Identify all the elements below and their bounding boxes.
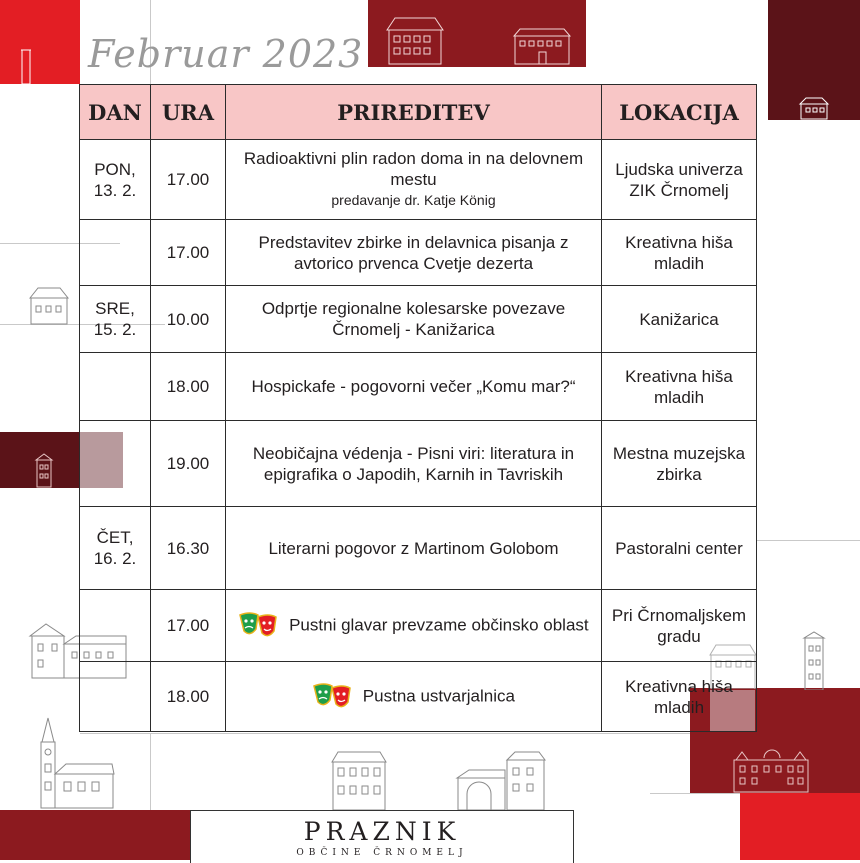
event-cell: Predstavitev zbirke in delavnica pisanja z avtorico prvenca Cvetje dezerta	[226, 220, 602, 286]
event-cell	[226, 140, 602, 220]
location-cell: Kreativna hiša mladih	[602, 353, 757, 421]
location-cell: Mestna muzejska zbirka	[602, 421, 757, 507]
deco-block-top-left-red	[0, 0, 80, 84]
deco-block-bottom-left-dark	[0, 810, 190, 860]
event-cell: Odprtje regionalne kolesarske povezave Črnomelj - Kanižarica	[226, 286, 602, 353]
location-cell: Pri Črnomaljskem gradu	[602, 590, 757, 662]
time-cell: 10.00	[151, 286, 226, 353]
time-cell: 17.00	[151, 590, 226, 662]
footer-brand	[190, 810, 574, 863]
day-cell	[80, 662, 151, 732]
column-header-day: DAN	[80, 85, 151, 140]
location-cell: Kreativna hiša mladih	[602, 220, 757, 286]
manor-building-icon	[512, 26, 572, 66]
location-cell: Pastoralni center	[602, 507, 757, 590]
table-header-row	[80, 85, 757, 140]
day-cell	[80, 421, 151, 507]
event-title: Pustna ustvarjalnica	[362, 685, 515, 705]
time-cell: 18.00	[151, 662, 226, 732]
event-cell: Literarni pogovor z Martinom Golobom	[226, 507, 602, 590]
tower-small-icon	[34, 452, 54, 488]
location-cell: Kreativna hiša mladih	[602, 662, 757, 732]
chimney-icon	[20, 46, 32, 84]
brand-subtitle: OBČINE ČRNOMELJ	[296, 848, 468, 858]
day-cell: SRE, 15. 2.	[80, 286, 151, 353]
event-schedule-table	[79, 84, 757, 732]
location-cell: Ljudska univerza ZIK Črnomelj	[602, 140, 757, 220]
small-house-icon	[798, 96, 830, 120]
event-cell: Neobičajna védenja - Pisni viri: literatura in epigrafika o Japodih, Karnih in Tavriskih	[226, 421, 602, 507]
deco-line	[650, 793, 740, 794]
table-row	[80, 507, 757, 590]
town-hall-building-icon	[385, 14, 445, 66]
deco-line	[756, 540, 860, 541]
table-row	[80, 140, 757, 220]
time-cell: 19.00	[151, 421, 226, 507]
table-row	[80, 220, 757, 286]
event-cell: Hospickafe - pogovorni večer „Komu mar?“	[226, 353, 602, 421]
column-header-event: PRIREDITEV	[226, 85, 602, 140]
time-cell: 18.00	[151, 353, 226, 421]
event-title: Radioaktivni plin radon doma in na delovnem mestu	[243, 149, 584, 189]
time-cell: 17.00	[151, 140, 226, 220]
table-row	[80, 353, 757, 421]
brand-name: PRAZNIK	[303, 817, 461, 846]
day-cell: ČET, 16. 2.	[80, 507, 151, 590]
column-header-time: URA	[151, 85, 226, 140]
theater-masks-icon	[238, 609, 278, 643]
deco-line	[150, 733, 151, 810]
table-row	[80, 590, 757, 662]
day-cell	[80, 353, 151, 421]
house-left-icon	[28, 286, 70, 326]
table-row	[80, 286, 757, 353]
page-title: Februar 2023	[88, 32, 364, 76]
event-note: predavanje dr. Katje König	[331, 192, 496, 208]
tower-right-icon	[800, 630, 828, 690]
event-cell	[226, 590, 602, 662]
column-header-location: LOKACIJA	[602, 85, 757, 140]
time-cell: 16.30	[151, 507, 226, 590]
deco-line	[80, 733, 690, 734]
table-row	[80, 421, 757, 507]
theater-masks-icon	[312, 680, 352, 714]
day-cell	[80, 220, 151, 286]
event-cell	[226, 662, 602, 732]
day-cell	[80, 590, 151, 662]
event-title: Pustni glavar prevzame občinsko oblast	[289, 614, 589, 634]
table-row	[80, 662, 757, 732]
time-cell: 17.00	[151, 220, 226, 286]
palace-right-icon	[732, 748, 810, 794]
castle-center-icon	[330, 750, 388, 810]
location-cell: Kanižarica	[602, 286, 757, 353]
day-cell: PON, 13. 2.	[80, 140, 151, 220]
gate-building-icon	[455, 750, 547, 810]
deco-block-bottom-right-red	[740, 793, 860, 860]
